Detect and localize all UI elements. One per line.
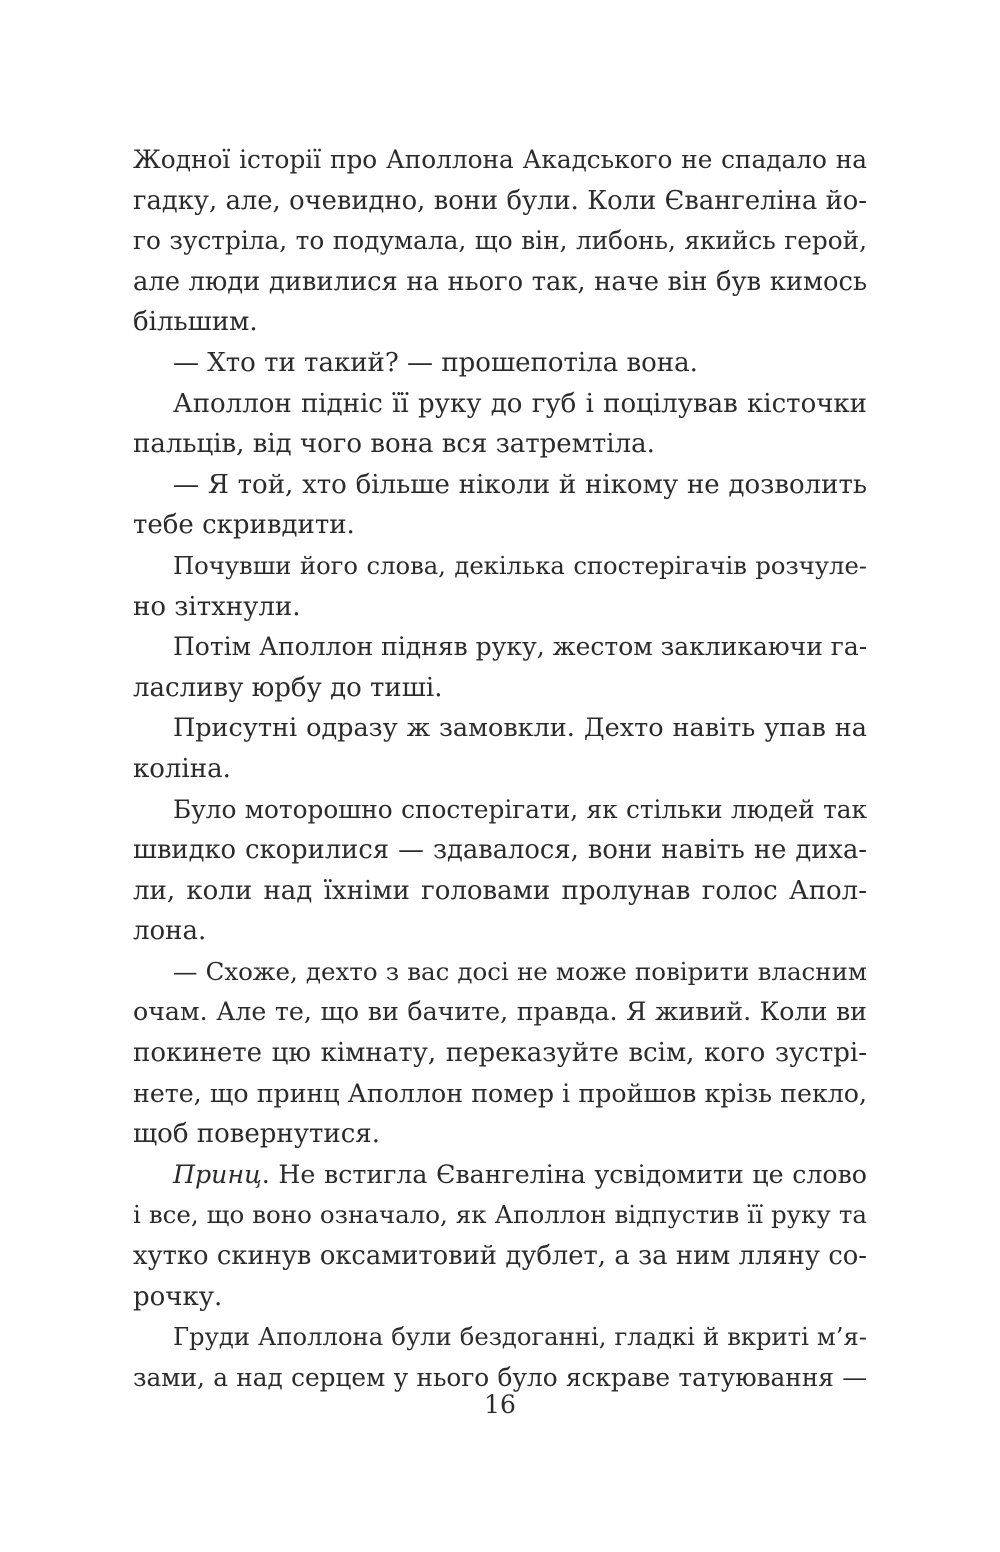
text-line: Аполлон підніс її руку до губ і поцілував кісточки: [173, 388, 867, 419]
text-line: і все, що воно означало, як Аполлон відпустив її руку та: [133, 1200, 867, 1230]
text-line: но зітхнули.: [133, 591, 301, 622]
text-line: рочку.: [133, 1281, 223, 1312]
book-page-text: [133, 140, 867, 1398]
text-line: Присутні одразу ж замовкли. Дехто навіть упав на: [173, 713, 867, 744]
text-line: [133, 1155, 867, 1196]
paragraph: [133, 1317, 867, 1398]
paragraph: [133, 790, 867, 952]
paragraph: [133, 140, 867, 343]
paragraph: [133, 384, 867, 465]
paragraph: [133, 952, 867, 1155]
paragraph: [133, 627, 867, 708]
italic-emphasis: Принц: [173, 1159, 262, 1189]
text-line: гадку, але, очевидно, вони були. Коли Євангеліна йо-: [133, 185, 867, 216]
paragraph: [133, 708, 867, 789]
text-line: щоб повернутися.: [133, 1119, 380, 1150]
text-line: покинете цю кімнату, переказуйте всім, кого зустрі-: [133, 1038, 867, 1069]
text-line: лона.: [133, 916, 207, 947]
text-line: тебе скривдити.: [133, 510, 355, 541]
text-run: . Не встигла Євангеліна усвідомити це слово: [261, 1159, 867, 1189]
text-line: — Схоже, дехто з вас досі не може повірити власним: [173, 956, 867, 986]
text-line: швидко скорилися — здавалося, вони навіть не диха-: [133, 835, 867, 866]
text-line: більшим.: [133, 307, 258, 338]
text-line: — Хто ти такий? — прошепотіла вона.: [173, 347, 698, 378]
text-line: хутко скинув оксамитовий дублет, а за ним лляну со-: [133, 1241, 867, 1272]
paragraph: [133, 1155, 867, 1317]
text-line: Почувши його слова, декілька спостерігачів розчуле-: [173, 550, 867, 580]
paragraph: [133, 343, 867, 384]
text-line: але люди дивилися на нього так, наче він був кимось: [133, 266, 867, 297]
text-line: очам. Але те, що ви бачите, правда. Я живий. Коли ви: [133, 997, 867, 1027]
text-line: Груди Аполлона були бездоганні, гладкі й вкриті м’я-: [173, 1322, 867, 1352]
text-line: Потім Аполлон підняв руку, жестом закликаючи га-: [173, 632, 868, 662]
text-line: ласливу юрбу до тиші.: [133, 672, 443, 703]
text-line: ли, коли над їхніми головами пролунав голос Апол-: [133, 875, 867, 906]
page-number: 16: [484, 1390, 516, 1419]
text-line: Було моторошно спостерігати, як стільки людей так: [173, 794, 867, 824]
text-line: Жодної історії про Аполлона Акадського не спадало на: [133, 145, 867, 174]
text-line: го зустріла, то подумала, що він, либонь, якийсь герой,: [133, 226, 867, 256]
paragraph: [133, 546, 867, 627]
text-line: пальців, від чого вона вся затремтіла.: [133, 429, 655, 460]
text-line: зами, а над серцем у нього було яскраве татуювання —: [133, 1362, 867, 1392]
text-line: — Я той, хто більше ніколи й нікому не дозволить: [173, 469, 867, 500]
paragraph: [133, 465, 867, 546]
text-line: коліна.: [133, 753, 231, 784]
text-line: нете, що принц Аполлон помер і пройшов крізь пекло,: [133, 1078, 867, 1108]
